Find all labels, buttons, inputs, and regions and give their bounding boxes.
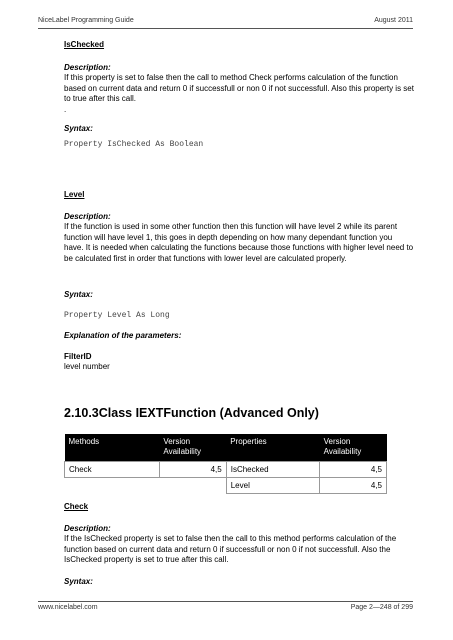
- section-heading: 2.10.3Class IEXTFunction (Advanced Only): [64, 406, 319, 420]
- check-syntax-label: Syntax:: [64, 576, 93, 586]
- level-params-label: Explanation of the parameters:: [64, 331, 182, 340]
- members-table: [64, 434, 387, 494]
- level-description-label: Description:: [64, 211, 111, 221]
- level-description: If the function is used in some other function then this function will have level 2 while its parent function will have level 1, this goes in depth depending on how many dependant function you have. It is needed when calculating the functions because those functions with higher level need to be calculated first in order that functions with lower level are calculated properly.: [64, 222, 414, 263]
- check-section: [64, 502, 414, 587]
- level-title: Level: [64, 190, 85, 199]
- level-syntax: Property Level As Long: [64, 310, 170, 320]
- header-divider: [38, 28, 413, 29]
- check-description-label: Description:: [64, 523, 111, 533]
- level-section: [64, 190, 414, 373]
- level-param-name: FilterID: [64, 351, 92, 361]
- table-cell: 4,5: [320, 462, 387, 478]
- ischecked-syntax: Property IsChecked As Boolean: [64, 139, 204, 149]
- footer-divider: [38, 601, 413, 602]
- check-title: Check: [64, 502, 89, 511]
- level-syntax-label: Syntax:: [64, 290, 93, 299]
- table-cell: 4,5: [159, 462, 226, 478]
- ischecked-description: If this property is set to false then the call to method Check performs calculation of the function based on current data and return 0 if successfull or non 0 if not successfull. Also this property is set to true after this call.: [64, 73, 414, 103]
- table-row: [65, 462, 387, 478]
- table-cell: [65, 478, 160, 494]
- ischecked-dot: .: [64, 104, 67, 114]
- table-header-cell: Version Availability: [159, 434, 226, 462]
- level-param-desc: level number: [64, 362, 110, 371]
- table-header-cell: Version Availability: [320, 434, 387, 462]
- footer-website: www.nicelabel.com: [38, 604, 98, 611]
- ischecked-description-label: Description:: [64, 62, 111, 72]
- table-header-cell: Methods: [65, 434, 160, 462]
- table-header-row: [65, 434, 387, 462]
- ischecked-syntax-label: Syntax:: [64, 124, 93, 133]
- check-description: If the IsChecked property is set to false then the call to this method performs calculation of the function based on current data and return 0 if successfull or non 0 if not successfull. Also the IsChecked property is set to true after this call.: [64, 534, 397, 564]
- table-cell: Check: [65, 462, 160, 478]
- ischecked-title: IsChecked: [64, 40, 105, 49]
- table-cell: IsChecked: [226, 462, 319, 478]
- table-cell: [159, 478, 226, 494]
- header-date: August 2011: [374, 17, 413, 24]
- header-title: NiceLabel Programming Guide: [38, 17, 134, 24]
- table-cell: 4,5: [320, 478, 387, 494]
- footer-page-number: Page 2—248 of 299: [350, 604, 413, 611]
- table-cell: Level: [226, 478, 319, 494]
- table-row: [65, 478, 387, 494]
- table-header-cell: Properties: [226, 434, 319, 462]
- ischecked-section: [64, 40, 414, 150]
